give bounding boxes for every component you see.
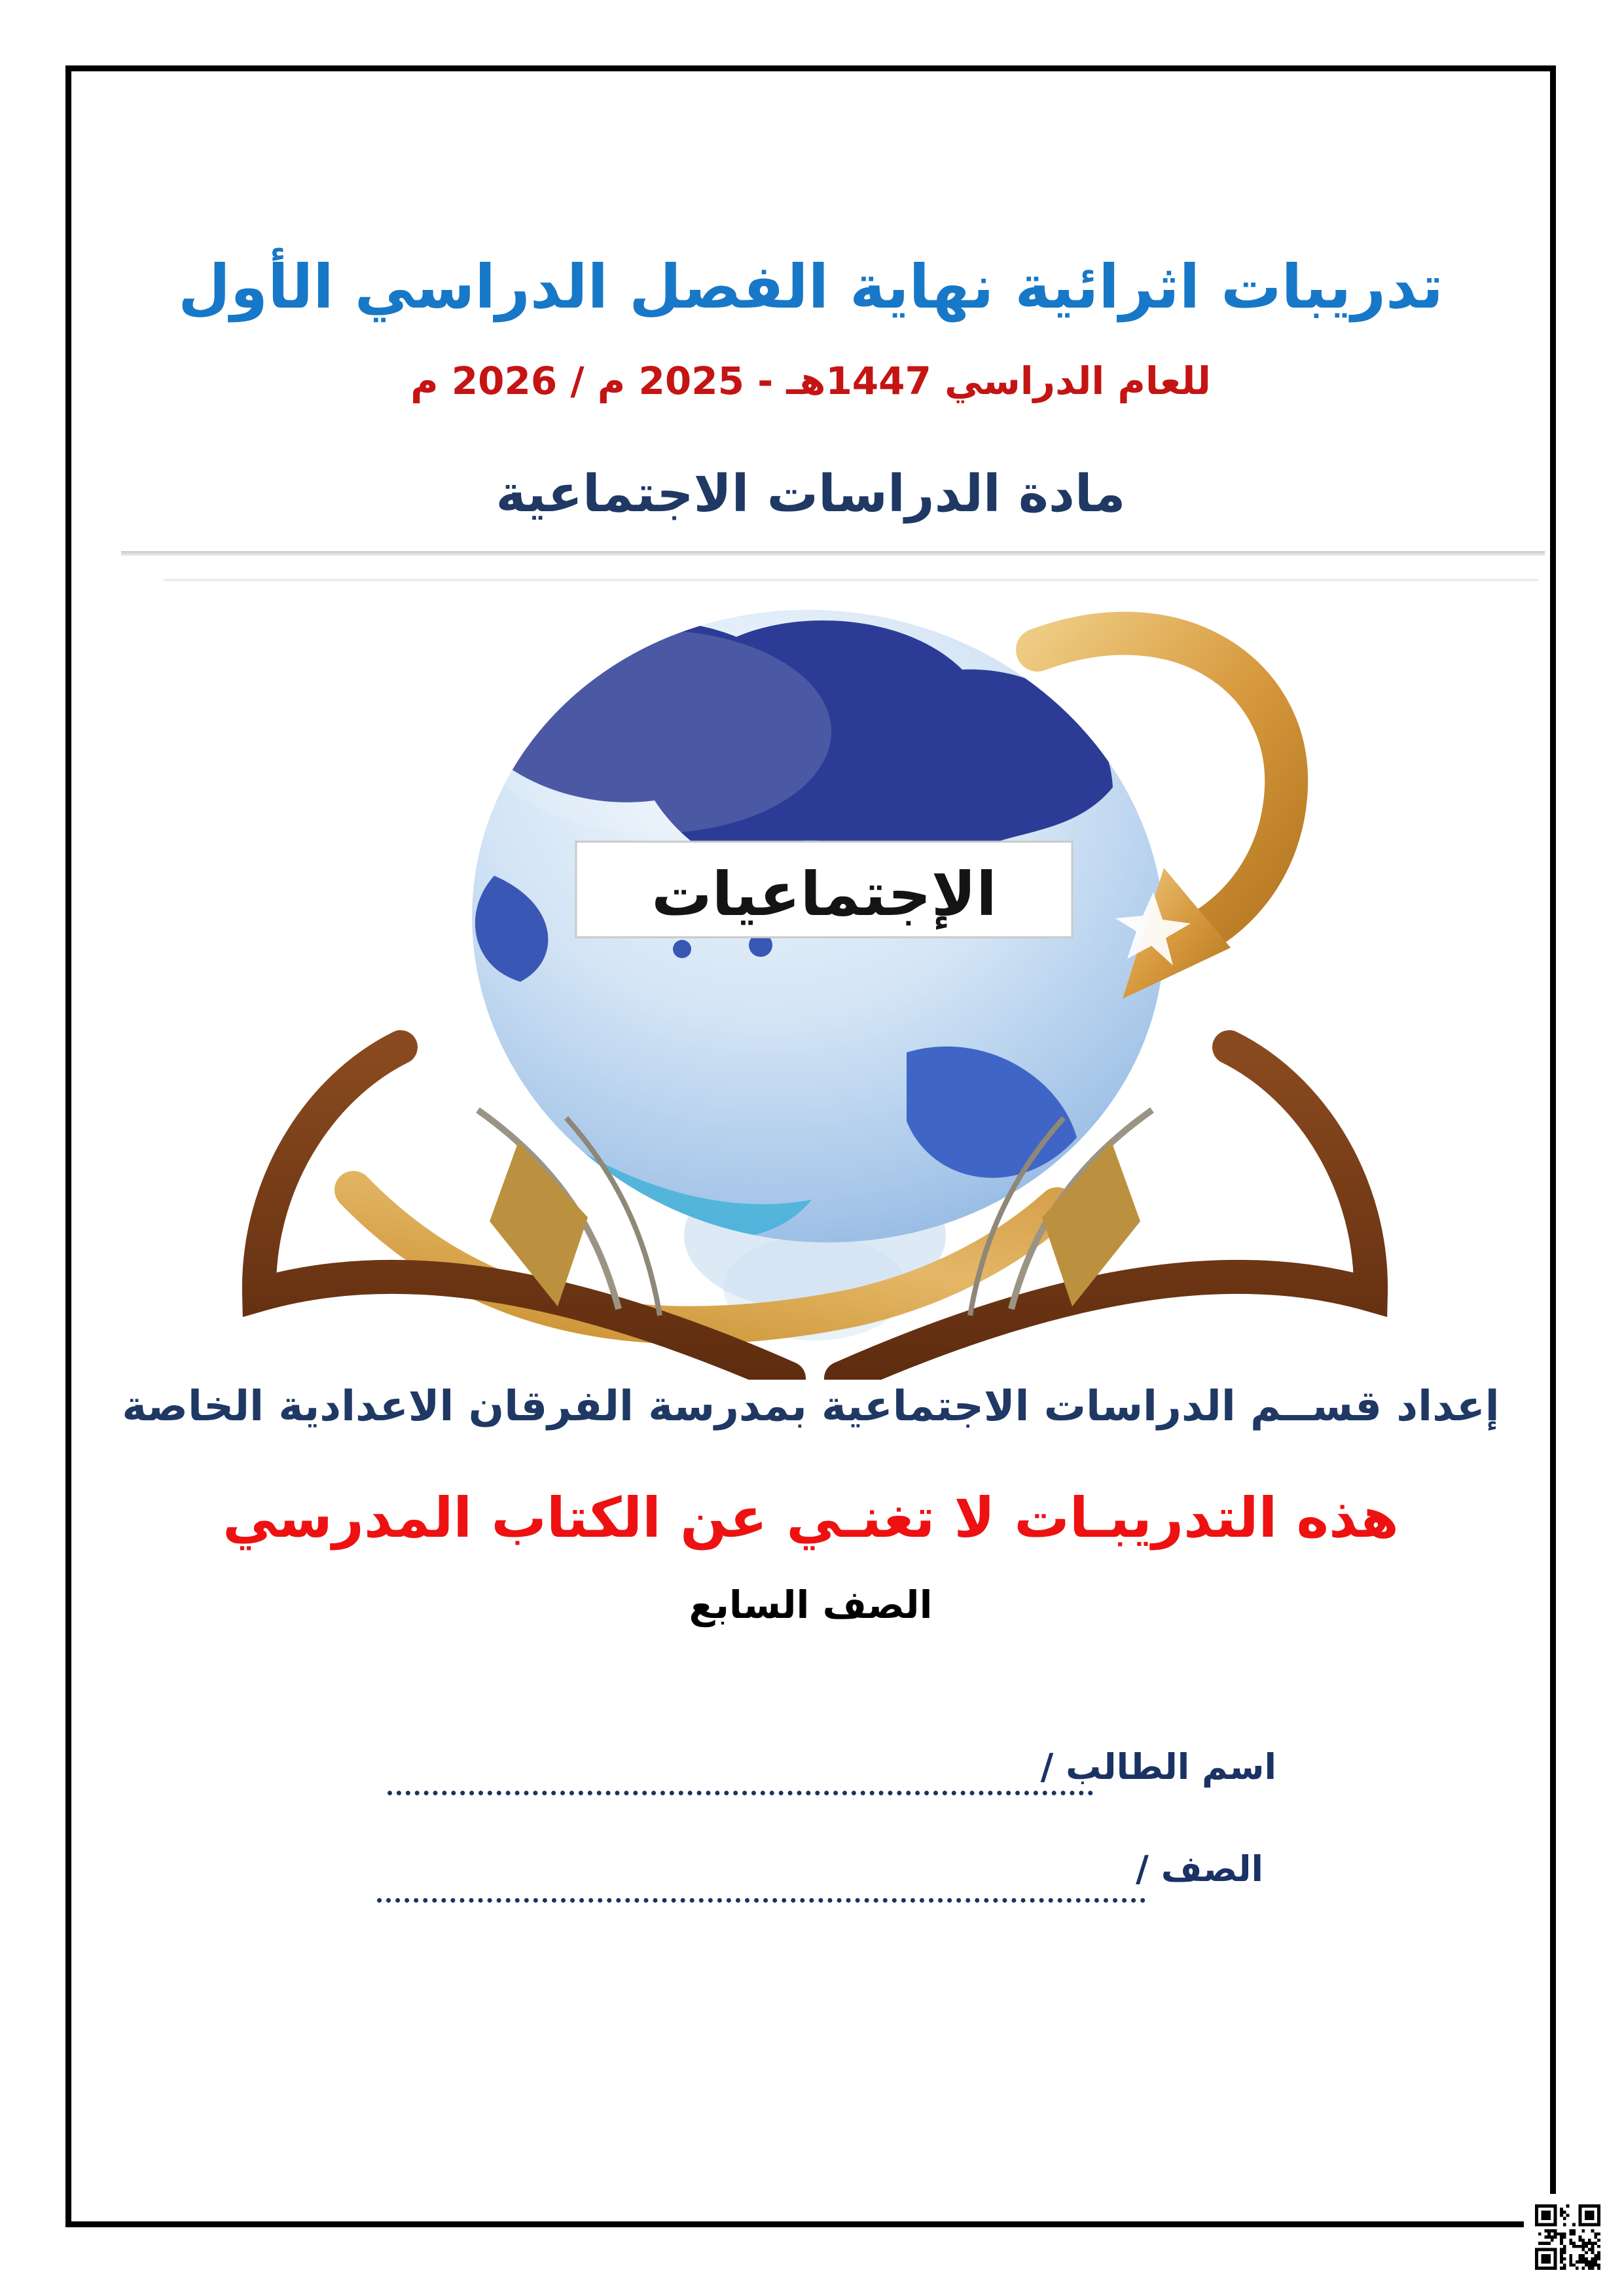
student-name-label: اسم الطالب / xyxy=(1040,1746,1276,1787)
student-name-blank-line xyxy=(388,1767,1093,1795)
disclaimer-line: هذه التدريبـات لا تغنـي عن الكتاب المدرسي xyxy=(223,1486,1399,1550)
logo-label-box xyxy=(576,842,1072,937)
class-blank-line xyxy=(377,1874,1146,1903)
academic-year: للعام الدراسي 1447هـ - 2025 م / 2026 م xyxy=(410,359,1211,403)
page-title: تدريبات اثرائية نهاية الفصل الدراسي الأول xyxy=(178,252,1443,322)
prepared-by-line: إعداد قســم الدراسات الاجتماعية بمدرسة الفرقان الاعدادية الخاصة xyxy=(122,1382,1500,1431)
subject-title: مادة الدراسات الاجتماعية xyxy=(496,465,1126,524)
social-studies-logo xyxy=(196,562,1427,1380)
qr-code-svg xyxy=(1535,2204,1600,2270)
separator-line xyxy=(121,551,1545,556)
class-label: الصف / xyxy=(1136,1848,1263,1890)
qr-code xyxy=(1535,2204,1600,2270)
logo-label: الإجتماعيات xyxy=(651,859,997,929)
grade-line: الصف السابع xyxy=(689,1583,933,1627)
